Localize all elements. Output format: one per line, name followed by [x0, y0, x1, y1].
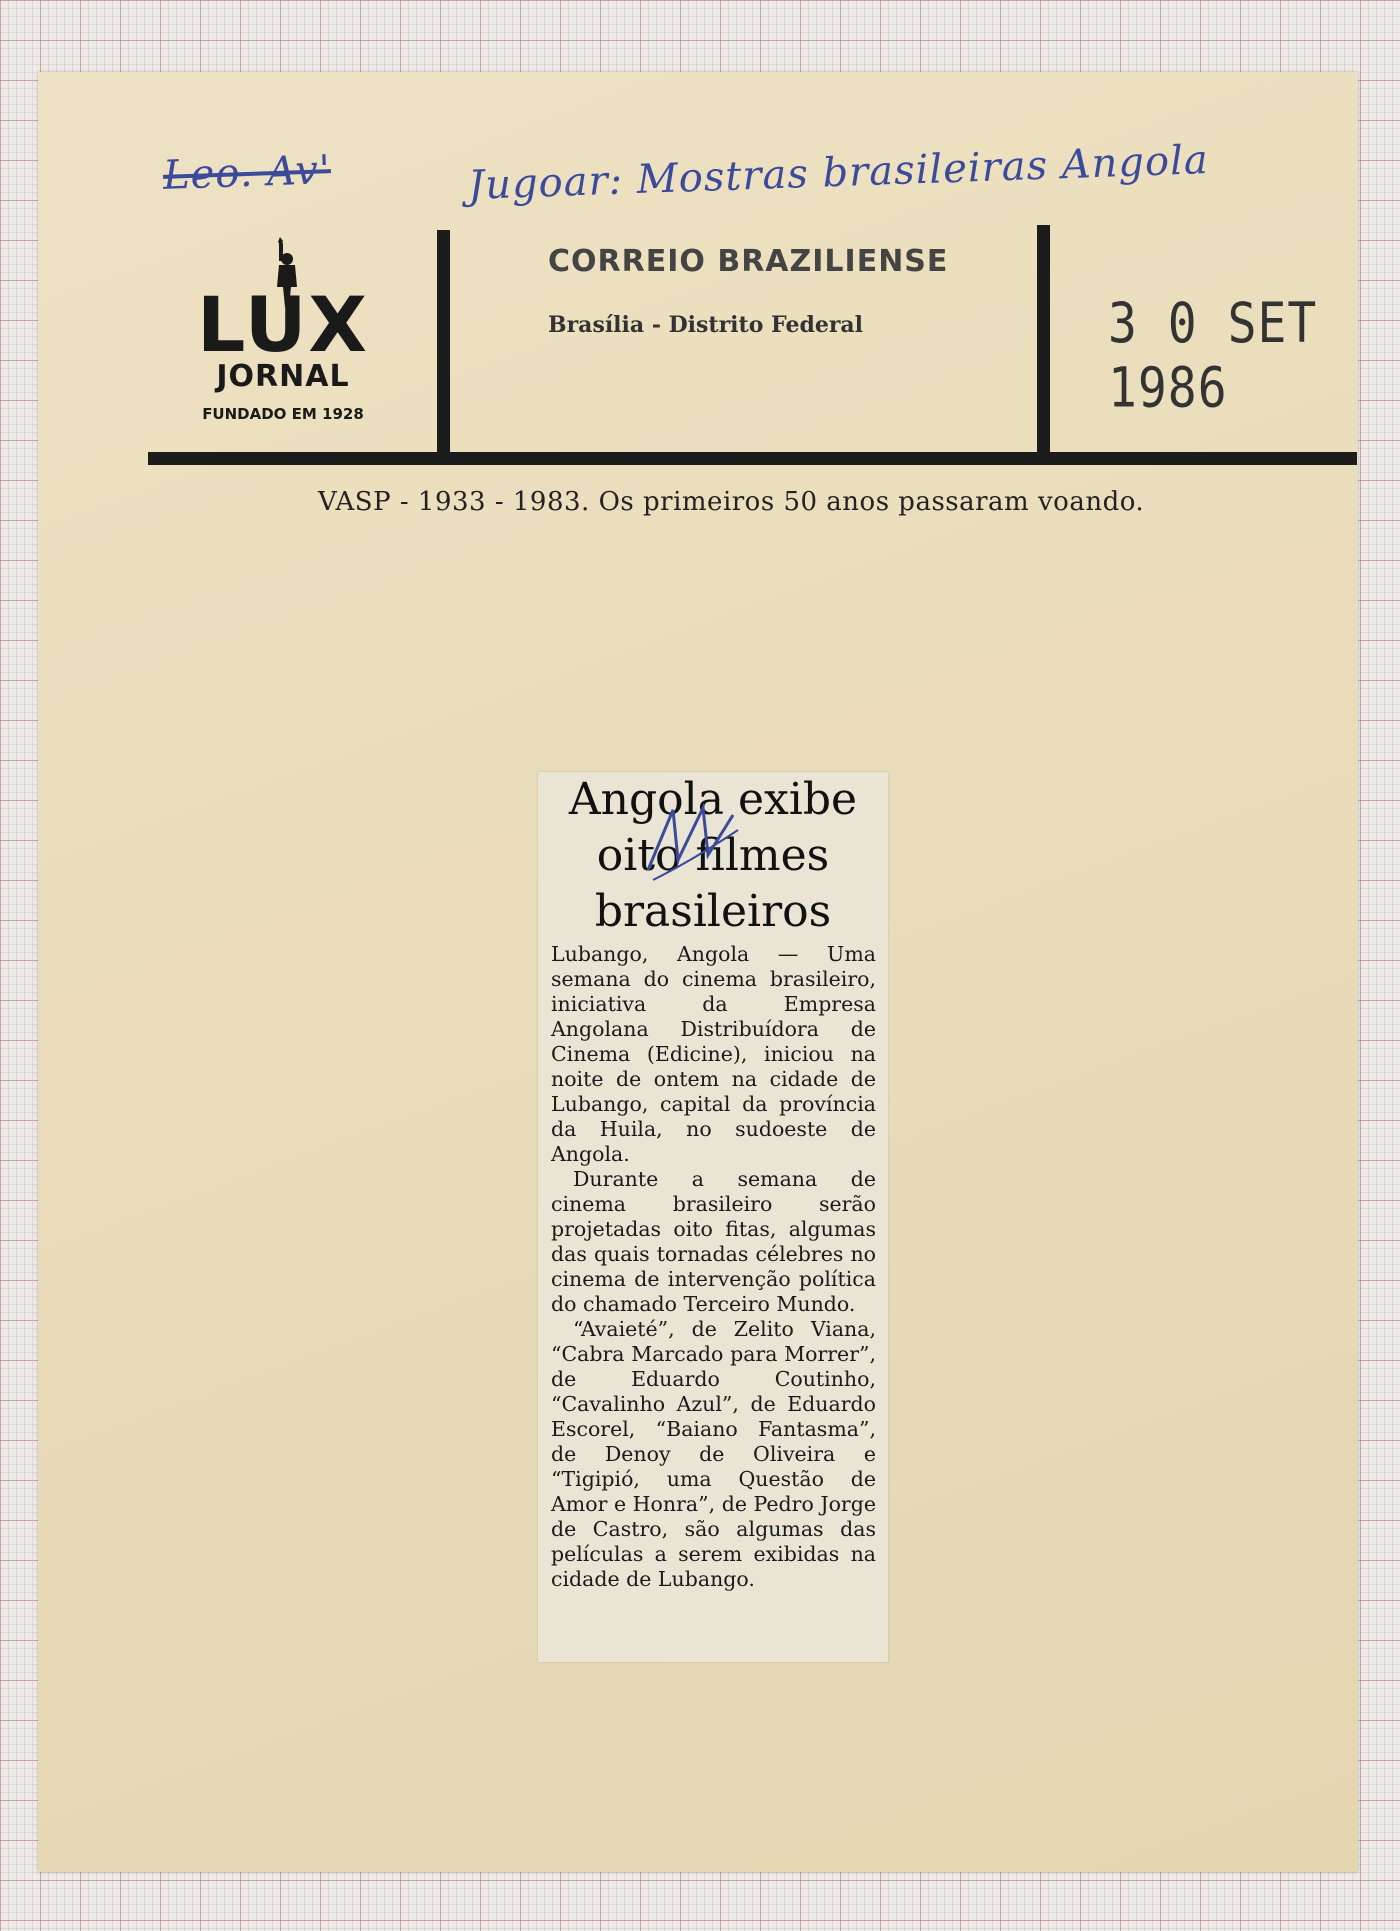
handwritten-note-right: Jugoar: Mostras brasileiras Angola	[467, 137, 1210, 209]
headline-line: Angola exibe	[568, 774, 858, 825]
date-stamp: 3 0 SET 1986	[1108, 291, 1318, 421]
article-paragraph: Durante a semana de cinema brasileiro serão projetadas oito fitas, algumas das quais tornadas célebres no cinema de intervenção política do chamado Terceiro Mundo.	[551, 1167, 876, 1316]
header-divider-left	[437, 230, 450, 465]
headline-line: brasileiros	[594, 886, 832, 937]
logo-founded: FUNDADO EM 1928	[202, 405, 364, 423]
logo-wordmark: LUX	[196, 280, 370, 369]
article-paragraph: Lubango, Angola — Uma semana do cinema brasileiro, iniciativa da Empresa Angolana Distribuídora de Cinema (Edicine), iniciou na noite de ontem na cidade de Lubango, capital da província da Huila, no sudoeste de Angola.	[551, 942, 876, 1166]
headline-line: oito filmes	[596, 830, 830, 881]
logo-subtitle: JORNAL	[216, 359, 350, 394]
clipping-sheet	[38, 72, 1358, 1872]
slogan-line: VASP - 1933 - 1983. Os primeiros 50 anos passaram voando.	[318, 487, 1145, 517]
publication-stamp: CORREIO BRAZILIENSE	[548, 244, 949, 279]
publication-city-stamp: Brasília - Distrito Federal	[548, 312, 864, 338]
lux-jornal-logo	[193, 237, 373, 423]
article-body	[551, 942, 876, 1592]
header-rule	[148, 452, 1357, 465]
pen-scribble-icon	[638, 800, 748, 890]
header-divider-right	[1037, 225, 1050, 459]
article-paragraph: “Avaieté”, de Zelito Viana, “Cabra Marcado para Morrer”, de Eduardo Coutinho, “Cavalinho Azul”, de Eduardo Escorel, “Baiano Fantasma”, de Denoy de Oliveira e “Tigipió, uma Questão de Amor e Honra”, de Pedro Jorge de Castro, são algumas das películas a serem exibidas na cidade de Lubango.	[551, 1317, 876, 1591]
newspaper-clipping	[538, 772, 888, 1662]
handwritten-note-left: Leo. Av'	[162, 147, 332, 199]
